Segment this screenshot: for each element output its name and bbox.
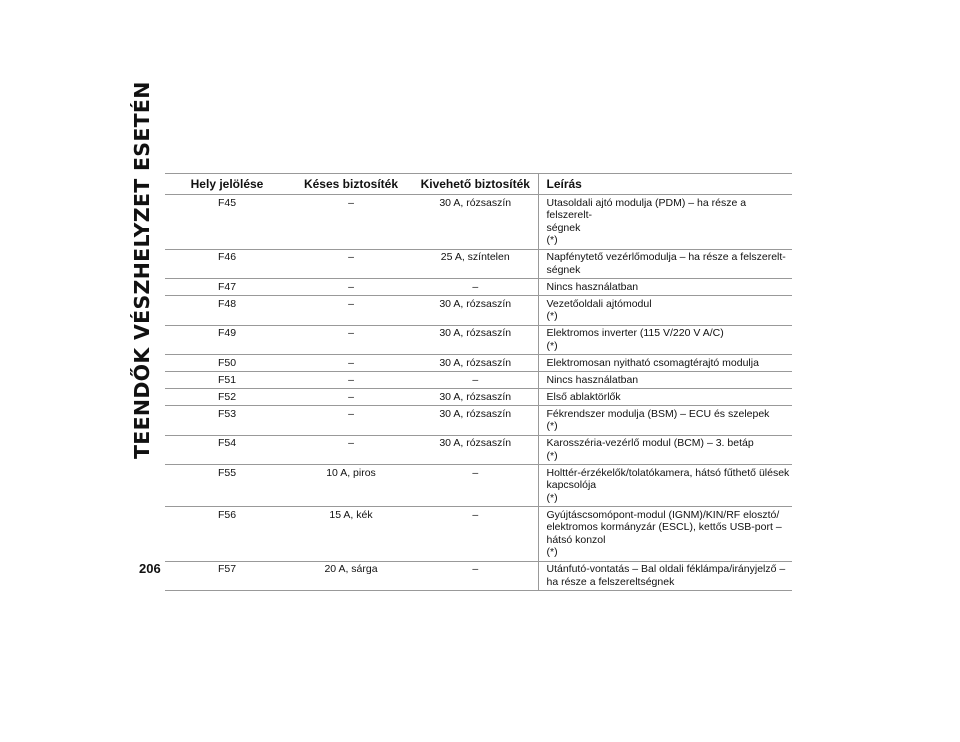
header-location: Hely jelölése (165, 174, 289, 195)
description-line: hátsó konzol (546, 533, 606, 546)
description-line: ha része a felszereltségnek (546, 575, 675, 588)
fuse-location-cell: F48 (165, 296, 289, 326)
table-row (165, 325, 792, 355)
description-line: Holttér-érzékelők/tolatókamera, hátsó fűthető ülések (546, 466, 790, 479)
description-line: (*) (546, 449, 558, 462)
fuse-location-cell: F55 (165, 465, 289, 507)
description-line: (*) (546, 339, 558, 352)
description-line: (*) (546, 420, 558, 432)
cartridge-fuse-cell: 30 A, rózsaszín (413, 435, 538, 465)
table-row (165, 279, 792, 296)
description-cell (538, 279, 792, 296)
blade-fuse-cell: 10 A, piros (289, 465, 413, 507)
description-line: ségnek (546, 221, 581, 234)
table-row (165, 296, 792, 326)
table-row (165, 195, 792, 250)
cartridge-fuse-cell: 25 A, színtelen (413, 249, 538, 279)
description-line: ségnek (546, 263, 581, 276)
header-description: Leírás (538, 174, 792, 195)
description-line: Nincs használatban (546, 280, 639, 293)
section-side-title: TEENDŐK VÉSZHELYZET ESETÉN (130, 81, 154, 459)
description-line: Napfénytető vezérlőmodulja – ha része a felszerelt- (546, 251, 786, 263)
table-row (165, 406, 792, 436)
description-cell (538, 507, 792, 562)
table-row (165, 389, 792, 406)
table-row (165, 372, 792, 389)
table-row (165, 561, 792, 591)
description-cell (538, 355, 792, 372)
cartridge-fuse-cell: 30 A, rózsaszín (413, 355, 538, 372)
description-line: Vezetőoldali ajtómodul (546, 297, 652, 310)
description-cell (538, 195, 792, 250)
table-row (165, 507, 792, 562)
blade-fuse-cell: – (289, 195, 413, 250)
fuse-location-cell: F56 (165, 507, 289, 562)
description-line: (*) (546, 310, 558, 322)
blade-fuse-cell: – (289, 389, 413, 406)
description-line: kapcsolója (546, 479, 597, 491)
description-line: Utánfutó-vontatás – Bal oldali féklámpa/irányjelző – (546, 563, 786, 575)
cartridge-fuse-cell: – (413, 372, 538, 389)
description-line: (*) (546, 234, 558, 246)
description-cell (538, 249, 792, 279)
fuse-table (165, 173, 792, 591)
description-line: Nincs használatban (546, 373, 639, 386)
cartridge-fuse-cell: 30 A, rózsaszín (413, 195, 538, 250)
description-line: Karosszéria-vezérlő modul (BCM) – 3. betáp (546, 437, 754, 449)
description-cell (538, 465, 792, 507)
table-row (165, 355, 792, 372)
cartridge-fuse-cell: 30 A, rózsaszín (413, 325, 538, 355)
cartridge-fuse-cell: 30 A, rózsaszín (413, 406, 538, 436)
description-line: (*) (546, 491, 558, 504)
blade-fuse-cell: – (289, 249, 413, 279)
description-cell (538, 435, 792, 465)
description-cell (538, 325, 792, 355)
cartridge-fuse-cell: – (413, 465, 538, 507)
description-cell (538, 406, 792, 436)
description-cell (538, 296, 792, 326)
blade-fuse-cell: – (289, 372, 413, 389)
description-line: Első ablaktörlők (546, 390, 621, 403)
description-line: Gyújtáscsomópont-modul (IGNM)/KIN/RF elosztó/ (546, 508, 780, 521)
table-row (165, 249, 792, 279)
fuse-table-body (165, 195, 792, 591)
fuse-location-cell: F52 (165, 389, 289, 406)
blade-fuse-cell: – (289, 355, 413, 372)
table-row (165, 435, 792, 465)
header-cartridge-fuse: Kivehető biztosíték (413, 174, 538, 195)
description-line: Fékrendszer modulja (BSM) – ECU és szelepek (546, 407, 770, 420)
header-blade-fuse: Késes biztosíték (289, 174, 413, 195)
cartridge-fuse-cell: – (413, 279, 538, 296)
cartridge-fuse-cell: 30 A, rózsaszín (413, 389, 538, 406)
blade-fuse-cell: – (289, 296, 413, 326)
description-line: Elektromos inverter (115 V/220 V A/C) (546, 327, 724, 339)
description-cell (538, 372, 792, 389)
blade-fuse-cell: 20 A, sárga (289, 561, 413, 591)
fuse-location-cell: F46 (165, 249, 289, 279)
description-line: Elektromosan nyitható csomagtérajtó modulja (546, 356, 759, 369)
fuse-location-cell: F47 (165, 279, 289, 296)
table-header-row (165, 174, 792, 195)
fuse-location-cell: F54 (165, 435, 289, 465)
blade-fuse-cell: 15 A, kék (289, 507, 413, 562)
fuse-location-cell: F45 (165, 195, 289, 250)
cartridge-fuse-cell: 30 A, rózsaszín (413, 296, 538, 326)
description-cell (538, 389, 792, 406)
description-line: Utasoldali ajtó modulja (PDM) – ha része a felszerelt- (546, 196, 747, 221)
blade-fuse-cell: – (289, 435, 413, 465)
fuse-location-cell: F51 (165, 372, 289, 389)
table-row (165, 465, 792, 507)
fuse-location-cell: F53 (165, 406, 289, 436)
blade-fuse-cell: – (289, 406, 413, 436)
blade-fuse-cell: – (289, 279, 413, 296)
fuse-location-cell: F57 (165, 561, 289, 591)
description-cell (538, 561, 792, 591)
page-number: 206 (139, 561, 161, 576)
fuse-location-cell: F50 (165, 355, 289, 372)
description-line: (*) (546, 546, 558, 558)
cartridge-fuse-cell: – (413, 507, 538, 562)
description-line: elektromos kormányzár (ESCL), kettős USB-port – (546, 521, 782, 533)
cartridge-fuse-cell: – (413, 561, 538, 591)
fuse-location-cell: F49 (165, 325, 289, 355)
blade-fuse-cell: – (289, 325, 413, 355)
